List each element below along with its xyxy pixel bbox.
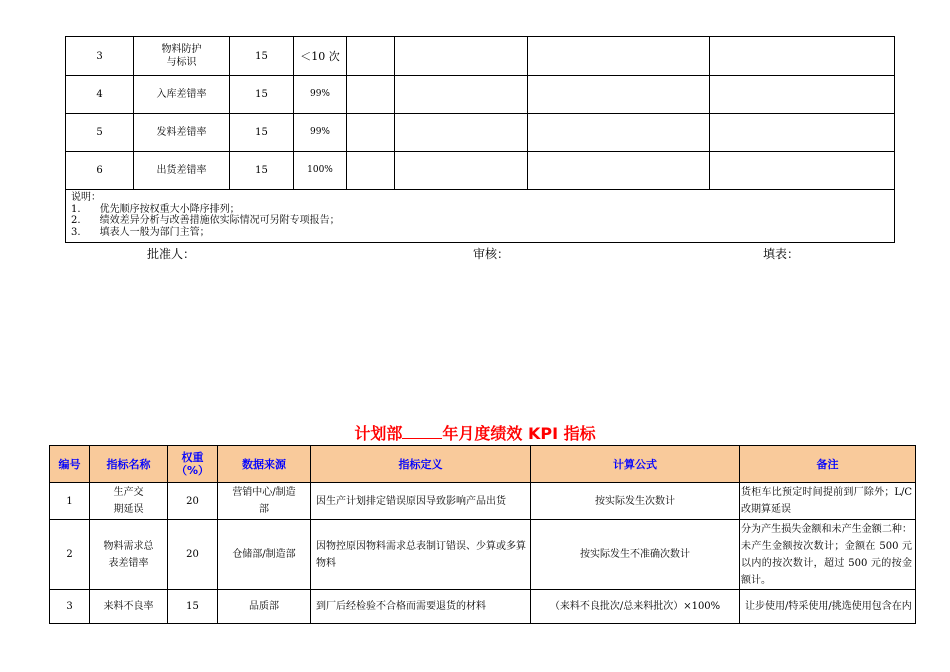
signature-row xyxy=(65,245,894,261)
filler-label: 填表： xyxy=(763,247,800,261)
indicator-name: 入库差错率 xyxy=(134,76,230,114)
title-department: 计划部 xyxy=(354,424,403,443)
row-number: 1 xyxy=(50,483,90,520)
table-row xyxy=(50,520,916,590)
remark-cell: 货柜车比预定时间提前到厂除外；L/C 改期算延误 xyxy=(740,483,916,520)
row-number: 3 xyxy=(50,590,90,624)
row-number: 3 xyxy=(66,37,134,76)
source-cell: 仓储部/制造部 xyxy=(218,520,311,590)
note-line: 3. 填表人一般为部门主管； xyxy=(71,226,210,238)
target-cell: 100% xyxy=(294,152,347,190)
title-blank xyxy=(402,424,442,439)
header-no: 编号 xyxy=(50,446,90,483)
row-number: 2 xyxy=(50,520,90,590)
top-kpi-table xyxy=(65,36,895,243)
reviewer-label: 审核： xyxy=(473,247,510,261)
plan-kpi-table xyxy=(49,445,916,624)
notes-heading: 说明： xyxy=(71,192,101,203)
kpi-table-title xyxy=(0,424,950,444)
notes-row xyxy=(66,190,895,243)
notes-cell xyxy=(66,190,895,243)
header-name: 指标名称 xyxy=(90,446,168,483)
weight-cell: 20 xyxy=(168,483,218,520)
header-weight: 权重 （%） xyxy=(168,446,218,483)
formula-cell: 按实际发生次数计 xyxy=(531,483,740,520)
remark-cell: 分为产生损失金额和未产生金额二种：未产生金额按次数计；金额在 500 元以内的按次数计，超过 500 元的按金额计。 xyxy=(740,520,916,590)
weight-cell: 15 xyxy=(230,152,294,190)
indicator-name: 出货差错率 xyxy=(134,152,230,190)
weight-cell: 15 xyxy=(168,590,218,624)
indicator-name: 物料防护 与标识 xyxy=(134,37,230,76)
empty-cell xyxy=(710,76,895,114)
title-suffix: 年月度绩效 KPI 指标 xyxy=(442,424,596,443)
source-cell: 品质部 xyxy=(218,590,311,624)
empty-cell xyxy=(710,114,895,152)
header-definition: 指标定义 xyxy=(311,446,531,483)
definition-cell: 因生产计划排定错误原因导致影响产品出货 xyxy=(311,483,531,520)
weight-cell: 15 xyxy=(230,114,294,152)
weight-cell: 15 xyxy=(230,76,294,114)
target-cell: 99% xyxy=(294,76,347,114)
indicator-name: 物料需求总 表差错率 xyxy=(90,520,168,590)
row-number: 4 xyxy=(66,76,134,114)
empty-cell xyxy=(395,76,528,114)
definition-cell: 因物控原因物料需求总表制订错误、少算或多算物料 xyxy=(311,520,531,590)
approver-label: 批准人： xyxy=(147,247,196,261)
table-row xyxy=(66,114,895,152)
empty-cell xyxy=(395,37,528,76)
row-number: 6 xyxy=(66,152,134,190)
empty-cell xyxy=(528,152,710,190)
empty-cell xyxy=(347,114,395,152)
table-row xyxy=(66,152,895,190)
header-remark: 备注 xyxy=(740,446,916,483)
header-source: 数据来源 xyxy=(218,446,311,483)
formula-cell: 按实际发生不准确次数计 xyxy=(531,520,740,590)
indicator-name: 发料差错率 xyxy=(134,114,230,152)
empty-cell xyxy=(710,152,895,190)
empty-cell xyxy=(347,37,395,76)
empty-cell xyxy=(395,152,528,190)
note-line: 1. 优先顺序按权重大小降序排列； xyxy=(71,203,240,215)
table-row xyxy=(66,37,895,76)
empty-cell xyxy=(347,76,395,114)
remark-cell: 让步使用/特采使用/挑选使用包含在内 xyxy=(740,590,916,624)
note-line: 2. 绩效差异分析与改善措施依实际情况可另附专项报告； xyxy=(71,215,340,226)
target-cell: 99% xyxy=(294,114,347,152)
empty-cell xyxy=(528,76,710,114)
weight-cell: 20 xyxy=(168,520,218,590)
empty-cell xyxy=(347,152,395,190)
weight-cell: 15 xyxy=(230,37,294,76)
indicator-name: 来料不良率 xyxy=(90,590,168,624)
empty-cell xyxy=(710,37,895,76)
empty-cell xyxy=(528,114,710,152)
table-row xyxy=(50,483,916,520)
row-number: 5 xyxy=(66,114,134,152)
formula-cell: （来料不良批次/总来料批次）×100% xyxy=(531,590,740,624)
header-row xyxy=(50,446,916,483)
empty-cell xyxy=(395,114,528,152)
indicator-name: 生产交 期延误 xyxy=(90,483,168,520)
empty-cell xyxy=(528,37,710,76)
table-row xyxy=(50,590,916,624)
target-cell: ＜10 次 xyxy=(294,37,347,76)
source-cell: 营销中心/制造 部 xyxy=(218,483,311,520)
table-row xyxy=(66,76,895,114)
definition-cell: 到厂后经检验不合格而需要退货的材料 xyxy=(311,590,531,624)
header-formula: 计算公式 xyxy=(531,446,740,483)
